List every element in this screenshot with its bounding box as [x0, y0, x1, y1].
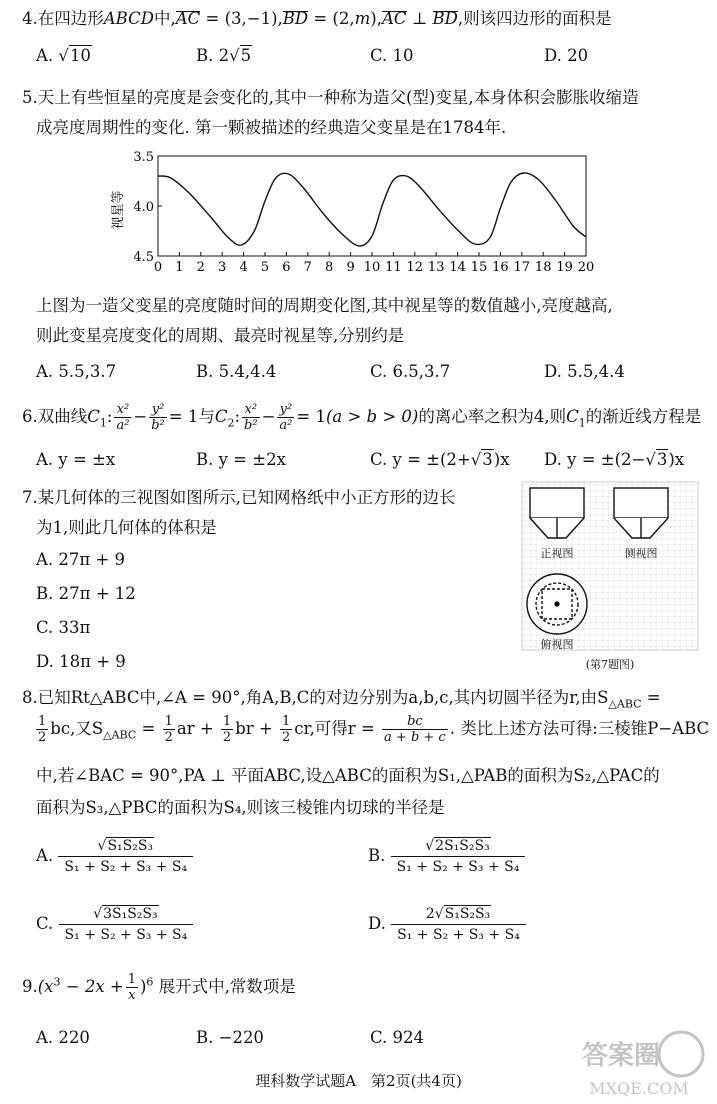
x-tick-label-12: 12 [406, 260, 424, 275]
q5-line4: 则此变星亮度变化的周期、最亮时视星等,分别约是 [36, 326, 405, 345]
y-tick-label-2: 4.5 [133, 250, 154, 265]
q4-option-d[interactable]: D. 20 [544, 46, 589, 65]
q9-option-b[interactable]: B. −220 [196, 1028, 264, 1047]
x-tick-label-11: 11 [385, 260, 402, 275]
q6-option-b[interactable]: B. y = ±2x [196, 450, 286, 469]
x-tick-label-13: 13 [427, 260, 445, 275]
q5-line3: 上图为一造父变星的亮度随时间的周期变化图,其中视星等的数值越小,亮度越高, [36, 296, 613, 315]
q7-line1: 7.某几何体的三视图如图所示,已知网格纸中小正方形的边长 [22, 488, 456, 507]
x-tick-label-14: 14 [449, 260, 466, 275]
chart-frame [158, 156, 586, 256]
x-tick-label-16: 16 [492, 260, 509, 275]
svg-text:答案圈: 答案圈 [581, 1041, 661, 1071]
question-9: $9.(x^3 - 2x$ + $\frac{1}{x}$ )$^6$ 展开式中,常数项是 [22, 972, 296, 1003]
chart-ylabel: 视星等 [111, 190, 126, 230]
q8-line3: 中,若∠BAC = 90°,PA ⊥ 平面ABC,设△ABC的面积为S₁,△PAB的面积为S₂,△PAC的 [36, 766, 660, 785]
q7-option-a[interactable]: A. 27π + 9 [36, 550, 126, 569]
chart-series-line [158, 173, 586, 246]
q7-option-b[interactable]: B. 27π + 12 [36, 584, 136, 603]
x-tick-label-7: 7 [303, 260, 312, 275]
q7-option-c[interactable]: C. 33π [36, 618, 91, 637]
q9-option-c[interactable]: C. 924 [370, 1028, 425, 1047]
q9-option-a[interactable]: A. 220 [36, 1028, 90, 1047]
x-tick-label-15: 15 [470, 260, 488, 275]
q8-line1: 8.已知Rt△ABC中,∠A = 90°,角A,B,C的对边分别为a,b,c,其内切圆半径为r,由$S_{\triangle ABC}$ = [22, 688, 661, 711]
q7-option-d[interactable]: D. 18π + 9 [36, 652, 126, 671]
q8-option-c[interactable]: C. $\frac{\text{√3S₁S₂S₃}}{\text{S₁ + S₂ + S₃ + S₄}}$ [36, 904, 193, 945]
q8-option-a[interactable]: A. $\frac{\text{√S₁S₂S₃}}{\text{S₁ + S₂ + S₃ + S₄}}$ [36, 836, 193, 877]
top-view-shape [527, 574, 587, 634]
q8-line4: 面积为S₃,△PBC的面积为S₄,则该三棱锥内切球的半径是 [36, 798, 445, 817]
x-tick-label-17: 17 [513, 260, 531, 275]
q8-line2: $\frac{1}{2}$ bc,又$S_{\triangle ABC}$ = $\frac{1}{2}$ ar + $\frac{1}{2}$ br + $\frac{1}{2}$ cr,可得r = $\frac{bc}{a + b + c}$ . 类比上述方法可得:三棱锥P−ABC [38, 714, 710, 745]
x-tick-label-20: 20 [577, 260, 595, 275]
q5-option-d[interactable]: D. 5.5,4.4 [544, 362, 625, 381]
x-tick-label-4: 4 [239, 260, 248, 275]
x-tick-label-2: 2 [196, 260, 205, 275]
svg-text:MXQE.COM: MXQE.COM [589, 1079, 689, 1098]
q5-line2: 成亮度周期性的变化. 第一颗被描述的经典造父变星是在1784年. [36, 118, 507, 137]
q5-option-a[interactable]: A. 5.5,3.7 [36, 362, 117, 381]
y-tick-label-0: 3.5 [133, 150, 154, 165]
y-tick-label-1: 4.0 [133, 200, 154, 215]
x-tick-label-3: 3 [218, 260, 227, 275]
figure-caption: (第7题图) [585, 658, 635, 671]
q6-option-d[interactable]: D. y = ±(2−√3)x [544, 450, 685, 469]
q7-line2: 为1,则此几何体的体积是 [36, 518, 217, 537]
q5-line1: 5.天上有些恒星的亮度是会变化的,其中一种称为造父(型)变星,本身体积会膨胀收缩造 [22, 88, 639, 107]
three-view-figure [518, 478, 702, 674]
q6-option-c[interactable]: C. y = ±(2+√3)x [370, 450, 510, 469]
question-6: 6.双曲线$C_1$: $\frac{\text{x²}}{\text{a²}}$ − $\frac{\text{y²}}{\text{b²}}$ = 1与$C_2$: $\frac{\text{x²}}{\text{b²}}$ − $\frac{\text{y²}}{\text{a²}}$ = 1(a > b > 0)的离心率之积为4,则$C_1$的渐近线方程是 [22, 402, 702, 433]
q8-option-b[interactable]: B. $\frac{\text{√2S₁S₂S₃}}{\text{S₁ + S₂ + S₃ + S₄}}$ [368, 836, 525, 877]
x-tick-label-5: 5 [260, 260, 270, 275]
side-view-label: 侧视图 [624, 547, 658, 560]
x-tick-label-19: 19 [556, 260, 573, 275]
x-tick-label-0: 0 [153, 260, 163, 275]
x-tick-label-9: 9 [346, 260, 355, 275]
magnitude-chart [100, 140, 600, 280]
top-view-label: 俯视图 [540, 638, 574, 651]
q6-option-a[interactable]: A. y = ±x [36, 450, 116, 469]
q4-option-b[interactable]: B. 2√5 [196, 46, 252, 65]
x-tick-label-8: 8 [325, 260, 334, 275]
page-footer: 理科数学试题A 第2页(共4页) [255, 1072, 462, 1090]
x-tick-label-10: 10 [363, 260, 381, 275]
q5-option-c[interactable]: C. 6.5,3.7 [370, 362, 451, 381]
front-view-label: 正视图 [540, 547, 574, 560]
x-tick-label-18: 18 [534, 260, 552, 275]
question-4: 4.在四边形ABCD中,AC = (3,−1),BD = (2,m),AC ⊥ BD,则该四边形的面积是 [22, 9, 612, 28]
q5-option-b[interactable]: B. 5.4,4.4 [196, 362, 277, 381]
q4-option-a[interactable]: A. √10 [36, 46, 91, 65]
q4-option-c[interactable]: C. 10 [370, 46, 414, 65]
x-tick-label-1: 1 [175, 260, 184, 275]
x-tick-label-6: 6 [282, 260, 291, 275]
q8-option-d[interactable]: D. $\frac{\text{2√S₁S₂S₃}}{\text{S₁ + S₂ + S₃ + S₄}}$ [368, 904, 526, 945]
